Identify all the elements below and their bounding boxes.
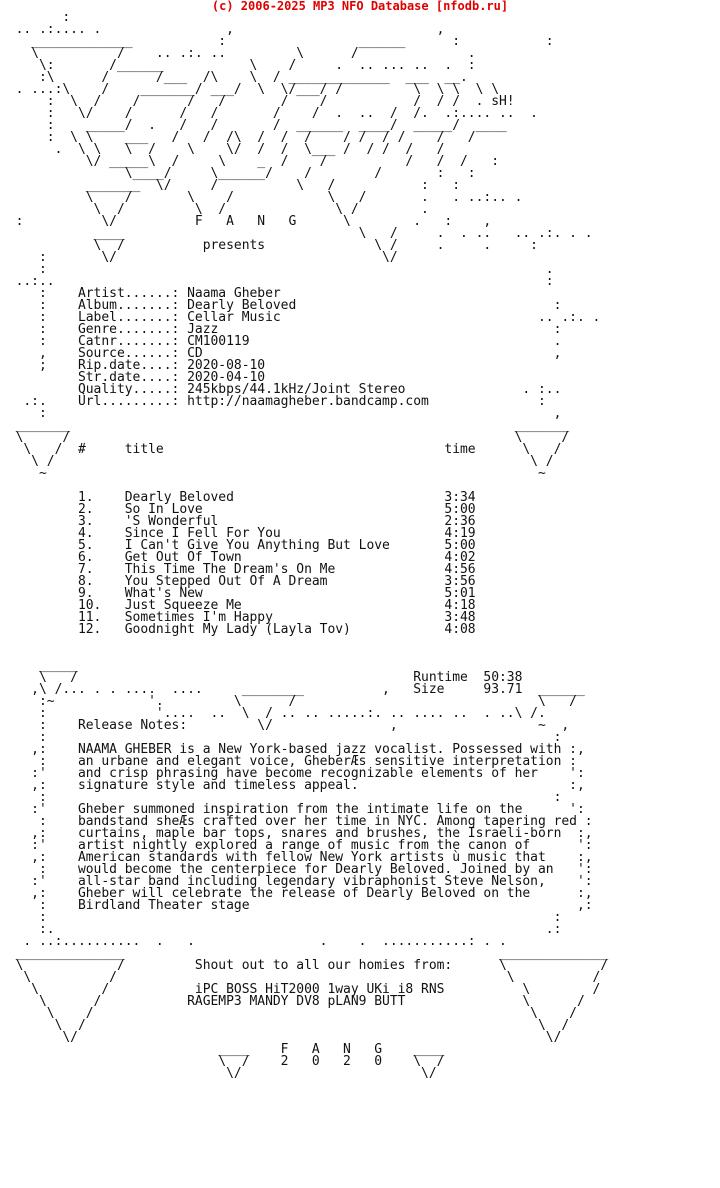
copyright-header: (c) 2006-2025 MP3 NFO Database [nfodb.ru]	[211, 0, 509, 13]
nfo-text: : .. .:.... . , , _____________ : ______ : : \ / .. .:. .. \ / . \: /______ \ / . .. ... .. . : :\ / /___ /\ \ / _____________ ___ __. . ...:\ / _______/ ___/ \ \/___/ / \ \ \ \ \ : \ / / / / / / / / / . sH! : \/ / / / / / . .. / /. .:.... .. . : _____/ . / / / ______ ____/ _____/ ____ : \ \ ___ / / /\ / / / / / / / / / . \ \ \ / \ \/ / / \___ / / / / / \/ _____\ / \ _ / / / / / : \____/ \______/ / / : : _______ \/ / \ / : : \ / \ / \ / . . ..:.. . \ / \ / \ / . : \/ F A N G \ . : , ____ \ / . . .. .. .:. . . \ / presents \ / . . : : \/ \/ : . ..:.. : : Artist......: Naama Gheber : Album.......: Dearly Beloved : : Label.......: Cellar Music .. .:. . : Genre.......: Jazz : : Catnr.......: CM100119 . , Source......: CD , ; Rip.date....: 2020-08-10 Str.date....: 2020-04-10 Quality.....: 245kbps/44.1kHz/Joint Stereo . :.. .:. Url.........: http://naamagheber.bandcamp.com : : , _______ _______ \ / \ / \ / # title time \ / \ / \ / ~ ~ 1. Dearly Beloved 3:34 2. So In Love 5:00 3. 'S Wonderful 2:36 4. Since I Fell For You 4:19 5. I Can't Give You Anything But Love 5:00 6. Get Out Of Town 4:02 7. This Time The Dream's On Me 4:56 8. You Stepped Out Of A Dream 3:56 9. What's New 5:01 10. Just Squeeze Me 4:18 11. Sometimes I'm Happy 3:48 12. Goodnight My Lady (Layla Tov) 4:08 _____ \ / Runtime 50:38 ,\ /... . . .... .... ________ , Size 93.71 ______ :~ '. \ / \ / : '.... .. \ / .. .. .....:. .. .... .. . ..\ /. : Release Notes: \/ , ~ , : : ,: NAAMA GHEBER is a New York-based jazz vocalist. Possessed with :, : an urbane and elegant voice, GheberÆs sensitive interpretation : :' and crisp phrasing have become recognizable elements of her ': ,: signature style and timeless appeal. :, : : :' Gheber summoned inspiration from the intimate life on the ': : bandstand sheÆs crafted over her time in NYC. Among tapering red : ,: curtains, maple bar tops, snares and brushes, the Israeli-born :, :' artist nightly explored a range of music from the canon of ': ,: American standards with fellow New York artists ù music that :, : would become the centerpiece for Dearly Beloved. Joined by an ': :' all-star band including legendary vibraphonist Steve Nelson, ': ,: Gheber will celebrate the release of Dearly Beloved on the :, : Birdland Theater stage ,: : : :. .: . ..:.......... . . . . ...........: . . ______________ ______________ \ / Shout out to all our homies from: \ / \ / \ / \ / iPC BOSS HiT2000 1way UKi i8 RNS \ / \ / RAGEMP3 MANDY DV8 pLAN9 BUTT \ / \ / \ / \ / \ / \/ \/ ____ F A N G ____ \ / 2 0 2 0 \ / \/ \/	[15, 10, 609, 1081]
